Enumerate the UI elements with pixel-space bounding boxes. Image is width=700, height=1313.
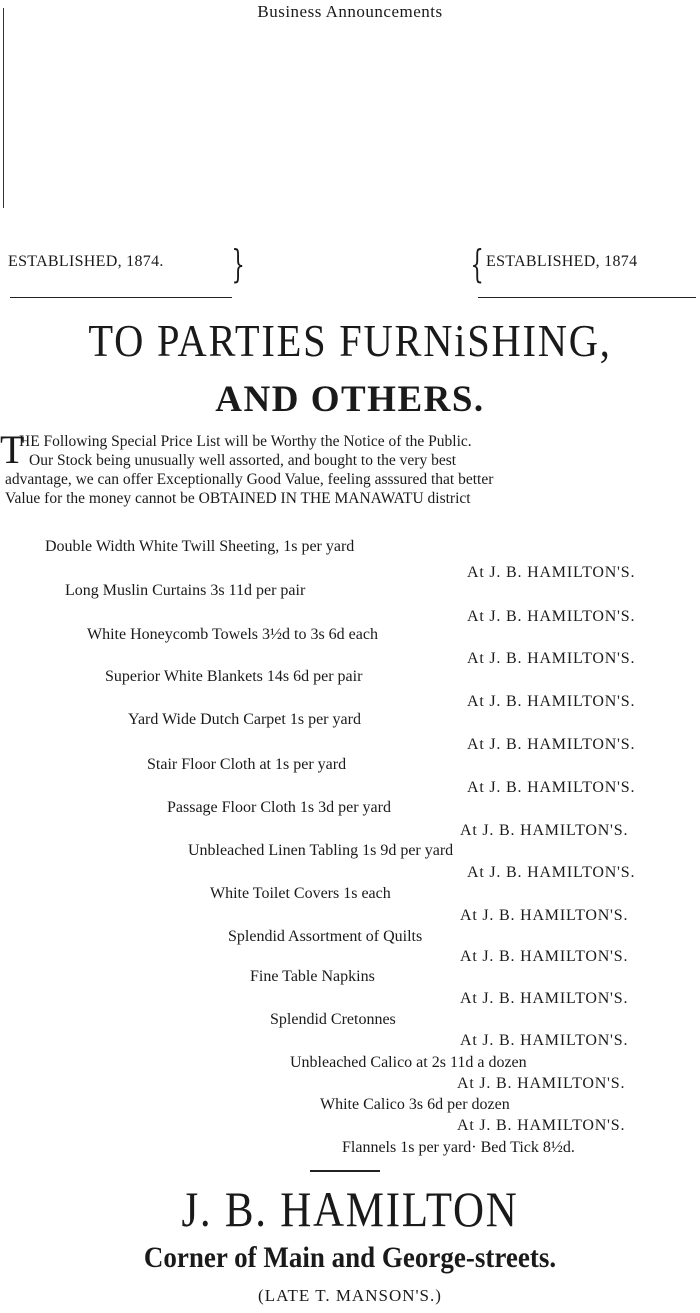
- price-item-at: At J. B. HAMILTON'S.: [467, 650, 636, 667]
- price-item: Long Muslin Curtains 3s 11d per pair: [65, 582, 306, 599]
- intro-line-4: Value for the money cannot be OBTAINED IN THE MANAWATU district: [5, 490, 471, 507]
- price-item: Passage Floor Cloth 1s 3d per yard: [167, 799, 391, 816]
- advert-title-line1: TO PARTIES FURNiSHING,: [88, 315, 612, 366]
- advert-title-line2: AND OTHERS.: [215, 379, 485, 420]
- price-item-at: At J. B. HAMILTON'S.: [467, 864, 636, 881]
- price-item: Splendid Assortment of Quilts: [228, 928, 423, 945]
- established-rule-right: [478, 297, 696, 298]
- price-item-at: At J. B. HAMILTON'S.: [460, 822, 629, 839]
- merchant-address: Corner of Main and George-streets.: [143, 1241, 557, 1274]
- price-item-at: At J. B. HAMILTON'S.: [460, 907, 629, 924]
- price-item: White Honeycomb Towels 3½d to 3s 6d each: [87, 626, 378, 643]
- price-item: Unbleached Calico at 2s 11d a dozen: [290, 1054, 527, 1071]
- price-item: Unbleached Linen Tabling 1s 9d per yard: [188, 842, 454, 859]
- price-item: White Calico 3s 6d per dozen: [320, 1096, 510, 1113]
- intro-drop-cap: T: [0, 427, 25, 472]
- price-item: Superior White Blankets 14s 6d per pair: [105, 668, 363, 685]
- merchant-name: J. B. HAMILTON: [181, 1181, 519, 1237]
- intro-line-1: HE Following Special Price List will be Worthy the Notice of the Public.: [19, 433, 472, 450]
- intro-paragraph: [5, 432, 695, 508]
- price-item: Fine Table Napkins: [250, 968, 375, 985]
- price-item: Stair Floor Cloth at 1s per yard: [147, 756, 347, 773]
- price-item-at: At J. B. HAMILTON'S.: [467, 608, 636, 625]
- separator-rule: [310, 1170, 380, 1172]
- price-item-at: At J. B. HAMILTON'S.: [467, 736, 636, 753]
- price-item-at: At J. B. HAMILTON'S.: [457, 1075, 626, 1092]
- column-rule: [3, 8, 4, 208]
- price-item-at: At J. B. HAMILTON'S.: [457, 1117, 626, 1134]
- intro-line-3: advantage, we can offer Exceptionally Good Value, feeling asssured that better: [5, 471, 494, 488]
- established-right: ESTABLISHED, 1874: [486, 253, 638, 270]
- intro-line-2: Our Stock being unusually well assorted, and bought to the very best: [29, 452, 457, 469]
- price-item-at: At J. B. HAMILTON'S.: [467, 693, 636, 710]
- price-item: Splendid Cretonnes: [270, 1011, 396, 1028]
- price-item-at: At J. B. HAMILTON'S.: [460, 948, 629, 965]
- established-left: ESTABLISHED, 1874.: [8, 253, 164, 270]
- price-item: Flannels 1s per yard· Bed Tick 8½d.: [342, 1139, 575, 1156]
- price-item-at: At J. B. HAMILTON'S.: [460, 990, 629, 1007]
- merchant-late-note: (LATE T. MANSON'S.): [258, 1286, 442, 1305]
- price-item-at: At J. B. HAMILTON'S.: [467, 564, 636, 581]
- price-item: Double Width White Twill Sheeting, 1s per yard: [45, 538, 355, 555]
- brace-left-icon: }: [231, 242, 245, 286]
- price-item-at: At J. B. HAMILTON'S.: [460, 1032, 629, 1049]
- price-item: White Toilet Covers 1s each: [210, 885, 391, 902]
- price-item: Yard Wide Dutch Carpet 1s per yard: [128, 711, 361, 728]
- brace-right-icon: {: [470, 242, 484, 286]
- section-header: Business Announcements: [257, 2, 443, 21]
- established-rule-left: [10, 297, 232, 298]
- price-item-at: At J. B. HAMILTON'S.: [467, 779, 636, 796]
